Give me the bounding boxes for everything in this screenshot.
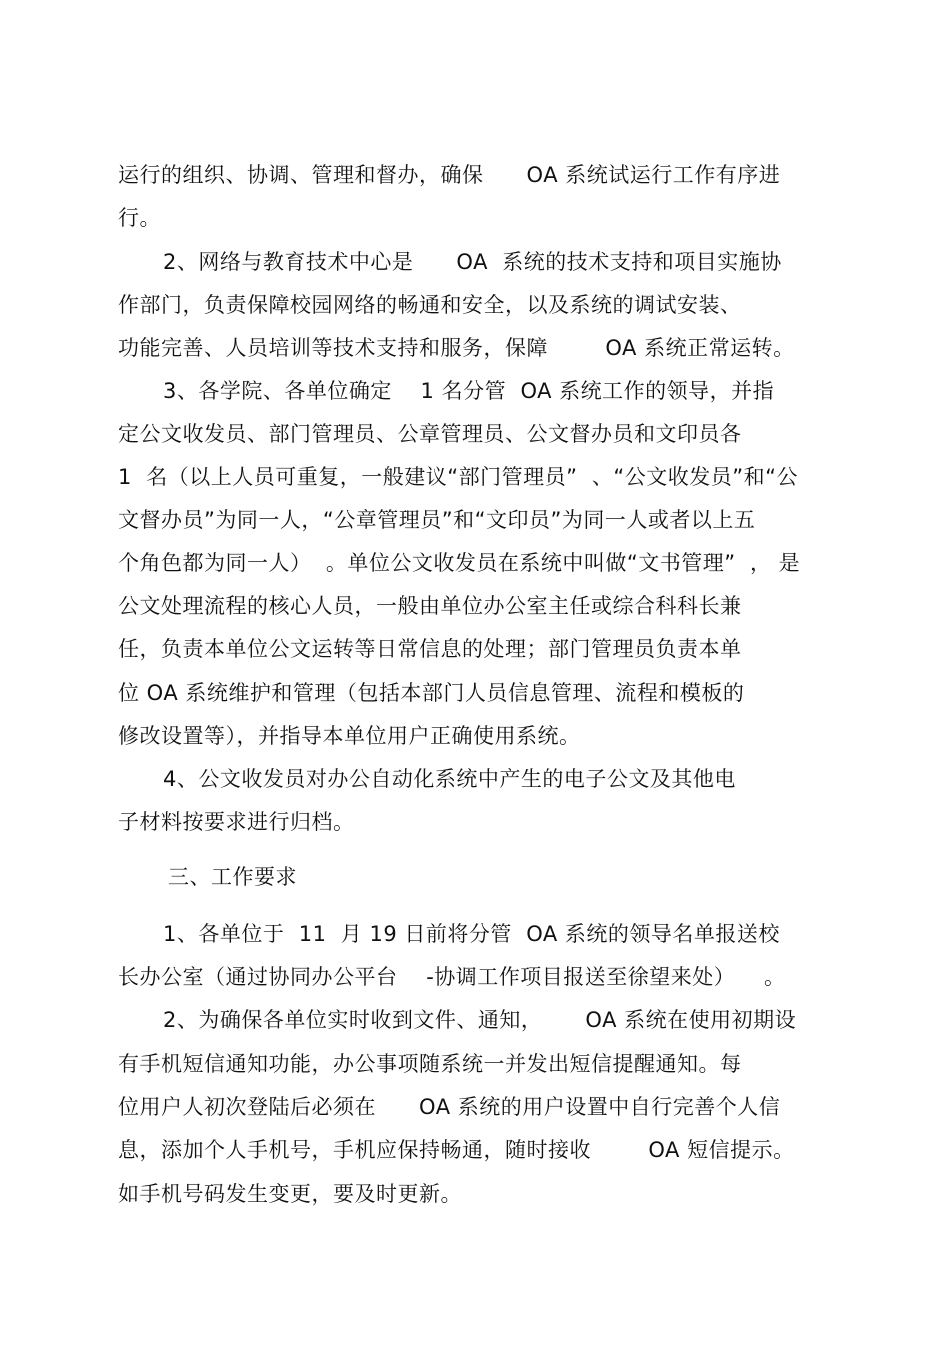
paragraph-line: 子材料按要求进行归档。: [118, 810, 355, 834]
paragraph-line: 2、为确保各单位实时收到文件、通知， OA 系统在使用初期设: [163, 1008, 797, 1032]
paragraph-line: 功能完善、人员培训等技术支持和服务，保障 OA 系统正常运转。: [118, 336, 795, 360]
paragraph-line: 1 名（以上人员可重复，一般建议“部门管理员” 、“公文收发员”和“公: [118, 465, 798, 489]
paragraph-line: 如手机号码发生变更，要及时更新。: [118, 1182, 462, 1206]
paragraph-line: 4、公文收发员对办公自动化系统中产生的电子公文及其他电: [163, 767, 736, 791]
paragraph-line: 长办公室（通过协同办公平台 -协调工作项目报送至徐望来处） 。: [118, 965, 786, 989]
paragraph-line: 修改设置等），并指导本单位用户正确使用系统。: [118, 724, 581, 748]
paragraph-line: 行。: [118, 206, 161, 230]
paragraph-line: 作部门，负责保障校园网络的畅通和安全，以及系统的调试安装、: [118, 293, 742, 317]
paragraph-line: 2、网络与教育技术中心是 OA 系统的技术支持和项目实施协: [163, 250, 782, 274]
paragraph-line: 位 OA 系统维护和管理（包括本部门人员信息管理、流程和模板的: [118, 681, 745, 705]
paragraph-line: 1、各单位于 11 月 19 日前将分管 OA 系统的领导名单报送校: [163, 922, 780, 946]
paragraph-line: 息，添加个人手机号，手机应保持畅通，随时接收 OA 短信提示。: [118, 1138, 795, 1162]
paragraph-line: 文督办员”为同一人，“公章管理员”和“文印员”为同一人或者以上五: [118, 508, 756, 532]
paragraph-line: 任，负责本单位公文运转等日常信息的处理；部门管理员负责本单: [118, 637, 742, 661]
paragraph-line: 公文处理流程的核心人员，一般由单位办公室主任或综合科科长兼: [118, 594, 742, 618]
paragraph-line: 定公文收发员、部门管理员、公章管理员、公文督办员和文印员各: [118, 422, 742, 446]
paragraph-line: 位用户人初次登陆后必须在 OA 系统的用户设置中自行完善个人信: [118, 1095, 781, 1119]
paragraph-line: 有手机短信通知功能，办公事项随系统一并发出短信提醒通知。每: [118, 1052, 742, 1076]
paragraph-line: 3、各学院、各单位确定 1 名分管 OA 系统工作的领导，并指: [163, 379, 775, 403]
paragraph-line: 运行的组织、协调、管理和督办，确保 OA 系统试运行工作有序进: [118, 163, 781, 187]
paragraph-line: 个角色都为同一人） 。单位公文收发员在系统中叫做“文书管理” ， 是: [118, 551, 801, 575]
section-heading: 三、工作要求: [168, 865, 297, 889]
